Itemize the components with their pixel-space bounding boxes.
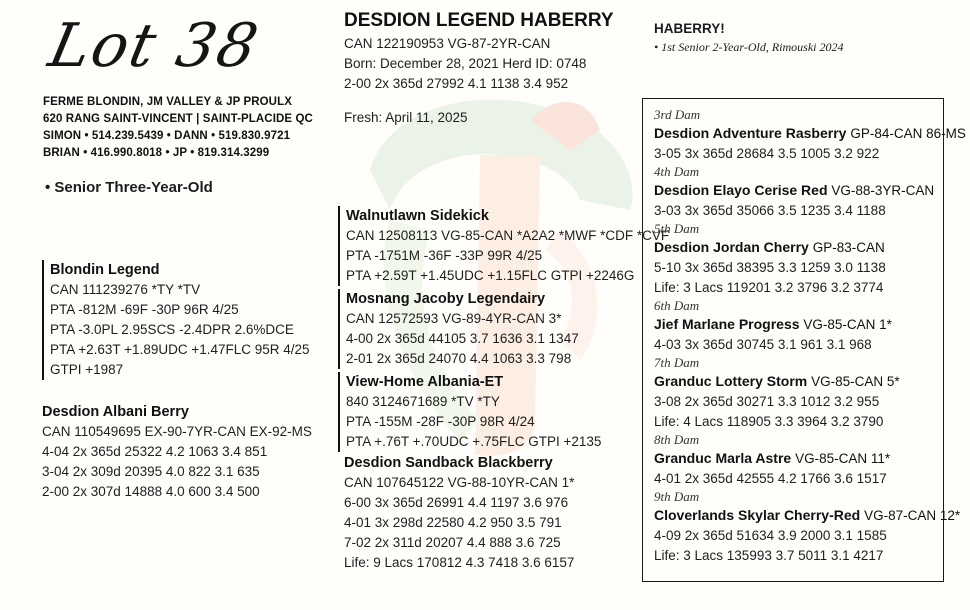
sire-line: PTA -812M -69F -30P 96R 4/25 — [50, 302, 239, 317]
dam-entry — [654, 355, 966, 432]
dam-block — [338, 289, 579, 369]
sire-dam-line: 4-04 2x 365d 25322 4.2 1063 3.4 851 — [42, 444, 268, 459]
dam-sire-line: PTA -1751M -36F -33P 99R 4/25 — [346, 248, 543, 263]
dam-label: 4th Dam — [654, 164, 700, 179]
sire-line: CAN 111239276 *TY *TV — [50, 282, 201, 297]
dam-label: 3rd Dam — [654, 107, 701, 122]
dam-entry-name: Desdion Jordan Cherry GP-83-CAN — [654, 239, 885, 255]
dam-label: 5th Dam — [654, 221, 700, 236]
farm-info — [43, 94, 313, 162]
dam-sire-line: CAN 12508113 VG-85-CAN *A2A2 *MWF *CDF *CVF — [346, 228, 670, 243]
animal-name: DESDION LEGEND HABERRY — [344, 10, 614, 31]
dam-sire-name: Walnutlawn Sidekick — [346, 208, 489, 224]
dam-entry — [654, 432, 966, 489]
dam-entry-name: Cloverlands Skylar Cherry-Red VG-87-CAN 12* — [654, 507, 961, 523]
dam-record: Life: 3 Lacs 135993 3.7 5011 3.1 4217 — [654, 548, 884, 563]
farm-address: 620 RANG SAINT-VINCENT | SAINT-PLACIDE QC — [43, 113, 313, 125]
sire-line: PTA -3.0PL 2.95SCS -2.4DPR 2.6%DCE — [50, 322, 294, 337]
animal-info-line: Born: December 28, 2021 Herd ID: 0748 — [344, 56, 587, 71]
dam-entry — [654, 164, 966, 221]
dam-label: 7th Dam — [654, 355, 700, 370]
dam-label: 8th Dam — [654, 432, 700, 447]
dam-record: 4-01 2x 365d 42555 4.2 1766 3.6 1517 — [654, 471, 887, 486]
granddam-line: Life: 9 Lacs 170812 4.3 7418 3.6 6157 — [344, 555, 575, 570]
dam-record: 3-05 3x 365d 28684 3.5 1005 3.2 922 — [654, 146, 880, 161]
sire-dam-line: 3-04 2x 309d 20395 4.0 822 3.1 635 — [42, 464, 260, 479]
granddam-block — [344, 453, 574, 573]
dam-name: Mosnang Jacoby Legendairy — [346, 291, 546, 307]
fresh-date: Fresh: April 11, 2025 — [344, 110, 468, 125]
dam-line: CAN 12572593 VG-89-4YR-CAN 3* — [346, 311, 562, 326]
dam-record: Life: 3 Lacs 119201 3.2 3796 3.2 3774 — [654, 280, 884, 295]
sire-dam-line: CAN 110549695 EX-90-7YR-CAN EX-92-MS — [42, 424, 312, 439]
granddam-name: Desdion Sandback Blackberry — [344, 455, 553, 471]
dam-line: 2-01 2x 365d 24070 4.4 1063 3.3 798 — [346, 351, 572, 366]
dam-entry-name: Granduc Lottery Storm VG-85-CAN 5* — [654, 373, 900, 389]
granddam-sire-line: PTA +.76T +.70UDC +.75FLC GTPI +2135 — [346, 434, 602, 449]
granddam-line: CAN 107645122 VG-88-10YR-CAN 1* — [344, 475, 575, 490]
dam-entry — [654, 489, 966, 566]
dam-record: Life: 4 Lacs 118905 3.3 3964 3.2 3790 — [654, 414, 884, 429]
dam-record: 3-03 3x 365d 35066 3.5 1235 3.4 1188 — [654, 203, 886, 218]
animal-info-line: 2-00 2x 365d 27992 4.1 1138 3.4 952 — [344, 76, 569, 91]
sire-dam-name: Desdion Albani Berry — [42, 404, 189, 420]
dams-box — [642, 98, 966, 582]
sire-block — [42, 260, 310, 380]
granddam-sire-line: PTA -155M -28F -30P 98R 4/24 — [346, 414, 535, 429]
dam-entry-name: Granduc Marla Astre VG-85-CAN 11* — [654, 450, 891, 466]
granddam-sire-line: 840 3124671689 *TV *TY — [346, 394, 500, 409]
dam-entry-name: Desdion Adventure Rasberry GP-84-CAN 86-MS — [654, 125, 966, 141]
dam-line: 4-00 2x 365d 44105 3.7 1636 3.1 1347 — [346, 331, 579, 346]
dam-entry-name: Desdion Elayo Cerise Red VG-88-3YR-CAN — [654, 182, 935, 198]
granddam-line: 7-02 2x 311d 20207 4.4 888 3.6 725 — [344, 535, 561, 550]
dam-entry — [654, 298, 966, 355]
haberry-title: HABERRY! — [654, 21, 725, 36]
sire-dam-block — [42, 402, 312, 502]
dam-label: 6th Dam — [654, 298, 700, 313]
haberry-award: • 1st Senior 2-Year-Old, Rimouski 2024 — [654, 40, 844, 54]
class-label: • Senior Three-Year-Old — [45, 179, 213, 196]
granddam-line: 4-01 3x 298d 22580 4.2 950 3.5 791 — [344, 515, 562, 530]
sire-line: PTA +2.63T +1.89UDC +1.47FLC 95R 4/25 — [50, 342, 310, 357]
lot-title: Lot 38 — [43, 11, 266, 81]
dam-record: 3-08 2x 365d 30271 3.3 1012 3.2 955 — [654, 394, 880, 409]
dam-sire-line: PTA +2.59T +1.45UDC +1.15FLC GTPI +2246G — [346, 268, 635, 283]
animal-info — [344, 34, 586, 94]
sire-dam-line: 2-00 2x 307d 14888 4.0 600 3.4 500 — [42, 484, 260, 499]
granddam-sire-block — [338, 372, 601, 452]
sire-name: Blondin Legend — [50, 262, 160, 278]
dam-sire-block — [338, 206, 669, 286]
granddam-line: 6-00 3x 365d 26991 4.4 1197 3.6 976 — [344, 495, 569, 510]
dam-label: 9th Dam — [654, 489, 700, 504]
farm-name: FERME BLONDIN, JM VALLEY & JP PROULX — [43, 96, 292, 108]
dam-record: 4-09 2x 365d 51634 3.9 2000 3.1 1585 — [654, 528, 887, 543]
sire-line: GTPI +1987 — [50, 362, 124, 377]
dam-entry — [654, 221, 966, 298]
animal-info-line: CAN 122190953 VG-87-2YR-CAN — [344, 36, 551, 51]
farm-contacts-1: SIMON • 514.239.5439 • DANN • 519.830.9721 — [43, 130, 291, 142]
farm-contacts-2: BRIAN • 416.990.8018 • JP • 819.314.3299 — [43, 147, 270, 159]
granddam-sire-name: View-Home Albania-ET — [346, 374, 504, 390]
dam-entry — [654, 107, 966, 164]
dam-entry-name: Jief Marlane Progress VG-85-CAN 1* — [654, 316, 892, 332]
dam-record: 5-10 3x 365d 38395 3.3 1259 3.0 1138 — [654, 260, 886, 275]
dam-record: 4-03 3x 365d 30745 3.1 961 3.1 968 — [654, 337, 872, 352]
